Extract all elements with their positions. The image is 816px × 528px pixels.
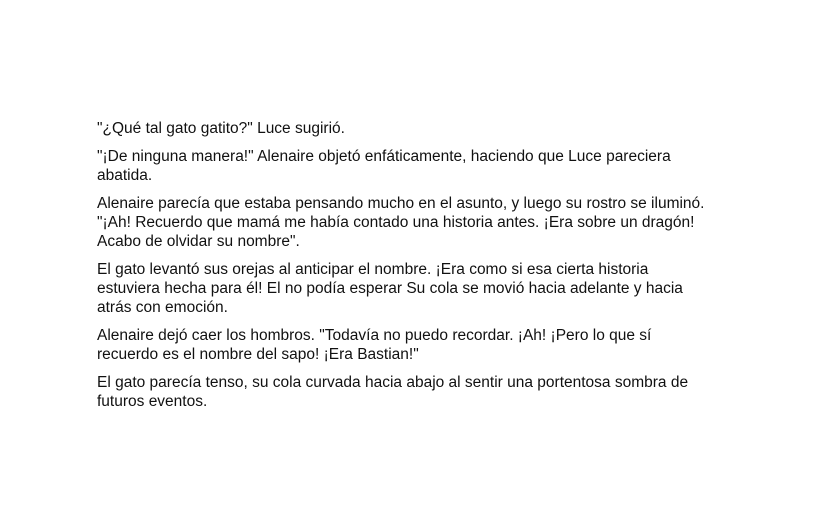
paragraph-5 [97,326,757,364]
paragraph-line: "¿Qué tal gato gatito?" Luce sugirió. [97,120,345,137]
paragraph-1 [97,119,757,138]
paragraph-4 [97,260,757,317]
paragraph-line: "¡De ninguna manera!" Alenaire objetó enfáticamente, haciendo que Luce pareciera [97,148,671,165]
paragraph-line: abatida. [97,167,153,184]
paragraph-6 [97,373,757,411]
story-text [97,119,757,420]
paragraph-2 [97,147,757,185]
paragraph-line: futuros eventos. [97,393,208,410]
paragraph-line: estuviera hecha para él! El no podía esperar Su cola se movió hacia adelante y hacia [97,280,683,297]
paragraph-line: Alenaire parecía que estaba pensando mucho en el asunto, y luego su rostro se iluminó. [97,195,705,212]
paragraph-line: El gato parecía tenso, su cola curvada hacia abajo al sentir una portentosa sombra de [97,374,689,391]
paragraph-3 [97,194,757,251]
paragraph-line: Alenaire dejó caer los hombros. "Todavía no puedo recordar. ¡Ah! ¡Pero lo que sí [97,327,652,344]
paragraph-line: "¡Ah! Recuerdo que mamá me había contado una historia antes. ¡Era sobre un dragón! [97,214,695,231]
paragraph-line: recuerdo es el nombre del sapo! ¡Era Bastian!" [97,346,419,363]
paragraph-line: El gato levantó sus orejas al anticipar el nombre. ¡Era como si esa cierta historia [97,261,649,278]
paragraph-line: Acabo de olvidar su nombre". [97,233,300,250]
paragraph-line: atrás con emoción. [97,299,228,316]
